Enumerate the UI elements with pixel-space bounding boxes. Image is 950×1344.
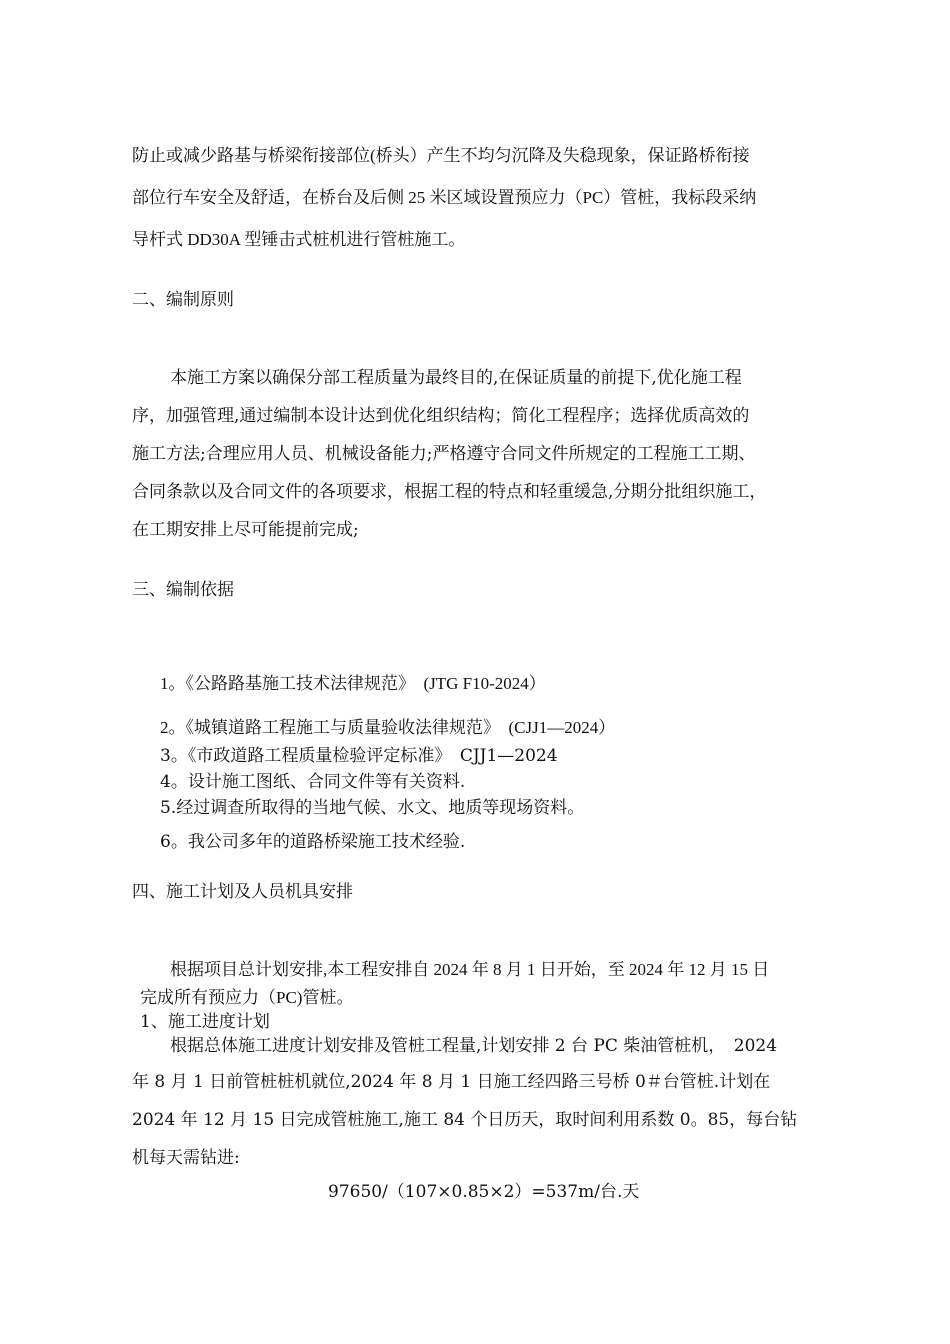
intro-line-2: 部位行车安全及舒适，在桥台及后侧 25 米区域设置预应力（PC）管桩，我标段采纳 <box>132 188 757 207</box>
principles-line-1: 本施工方案以确保分部工程质量为最终目的,在保证质量的前提下,优化施工程 <box>170 368 742 388</box>
basis-item-1: 1。《公路路基施工技术法律规范》 (JTG F10-2024） <box>160 674 546 693</box>
basis-item-5: 5.经过调查所取得的当地气候、水文、地质等现场资料。 <box>160 798 585 818</box>
basis-item-6: 6。我公司多年的道路桥梁施工技术经验. <box>160 832 466 852</box>
principles-line-4: 合同条款以及合同文件的各项要求，根据工程的特点和轻重缓急,分期分批组织施工， <box>132 482 767 502</box>
section-heading-plan: 四、施工计划及人员机具安排 <box>132 882 353 902</box>
schedule-line-3: 2024 年 12 月 15 日完成管桩施工,施工 84 个日历天，取时间利用系数 0。85，每台钻 <box>132 1110 798 1130</box>
basis-item-2: 2。《城镇道路工程施工与质量验收法律规范》 (CJJ1—2024） <box>160 718 616 737</box>
intro-line-3: 导杆式 DD30A 型锤击式桩机进行管桩施工。 <box>132 230 466 249</box>
basis-item-3: 3。《市政道路工程质量检验评定标准》 CJJ1—2024 <box>160 746 558 766</box>
plan-line-2: 完成所有预应力（PC)管桩。 <box>140 988 354 1007</box>
section-heading-principles: 二、编制原则 <box>132 290 234 310</box>
subheading-schedule: 1、施工进度计划 <box>140 1012 270 1032</box>
principles-line-5: 在工期安排上尽可能提前完成; <box>132 520 359 540</box>
basis-item-4: 4。设计施工图纸、合同文件等有关资料. <box>160 772 466 792</box>
plan-line-1: 根据项目总计划安排,本工程安排自 2024 年 8 月 1 日开始，至 2024 年 12 月 15 日 <box>170 960 770 979</box>
intro-line-1: 防止或减少路基与桥梁衔接部位(桥头）产生不均匀沉降及失稳现象，保证路桥衔接 <box>132 146 750 165</box>
schedule-line-1: 根据总体施工进度计划安排及管桩工程量,计划安排 2 台 PC 柴油管桩机， 2024 <box>170 1036 778 1056</box>
schedule-line-4: 机每天需钻进: <box>132 1148 240 1168</box>
principles-line-3: 施工方法;合理应用人员、机械设备能力;严格遵守合同文件所规定的工程施工工期、 <box>132 444 756 464</box>
principles-line-2: 序，加强管理,通过编制本设计达到优化组织结构；简化工程程序；选择优质高效的 <box>132 406 750 426</box>
section-heading-basis: 三、编制依据 <box>132 580 234 600</box>
formula-line: 97650/（107×0.85×2）=537m/台.天 <box>328 1182 640 1202</box>
schedule-line-2: 年 8 月 1 日前管桩桩机就位,2024 年 8 月 1 日施工经四路三号桥 0＃台管桩.计划在 <box>132 1072 771 1092</box>
